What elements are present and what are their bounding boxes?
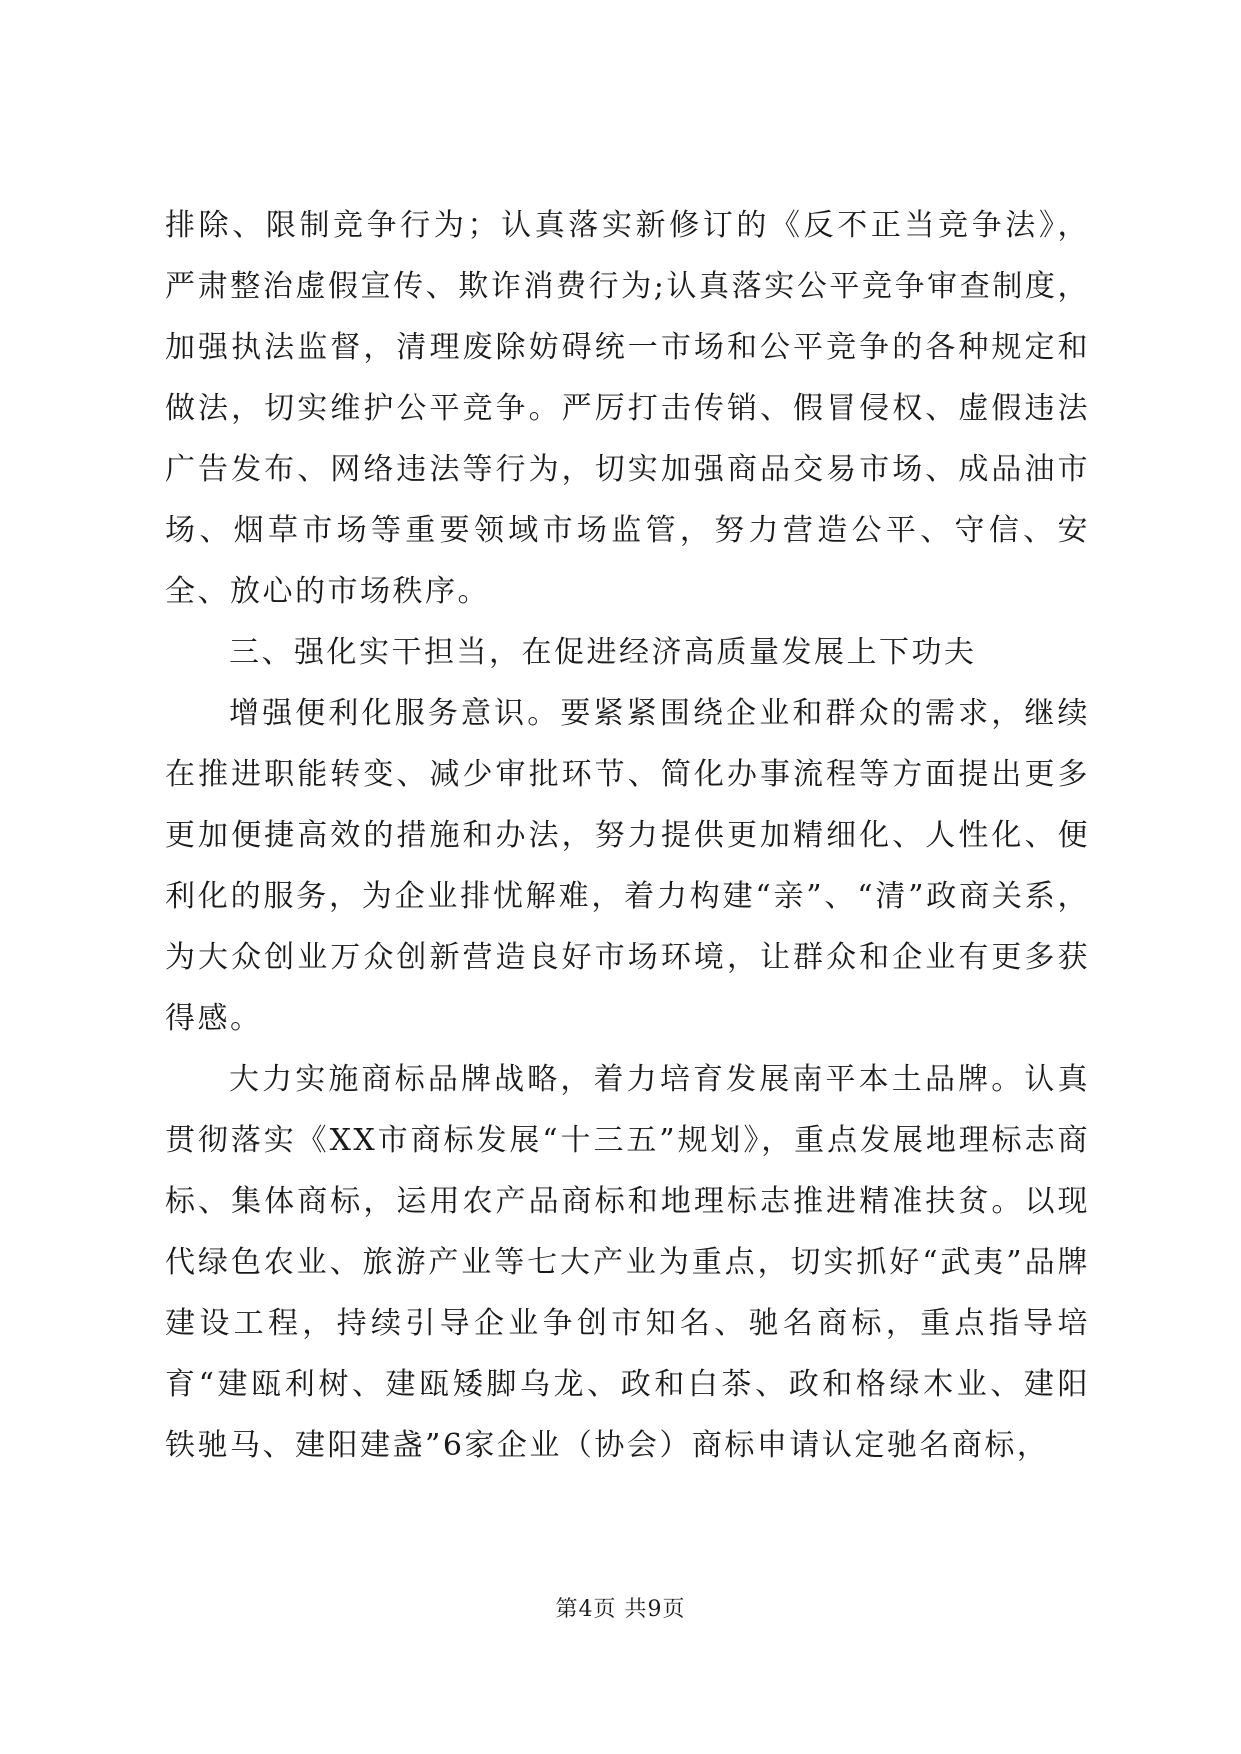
section-heading-3: 三、强化实干担当，在促进经济高质量发展上下功夫 xyxy=(229,635,977,670)
paragraph-market-order: 排除、限制竞争行为；认真落实新修订的《反不正当竞争法》，严肃整治虚假宣传、欺诈消费行为;认真落实公平竞争审查制度，加强执法监督，清理废除妨碍统一市场和公平竞争的各种规定和做法，切实维护公平竞争。严厉打击传销、假冒侵权、虚假违法广告发布、网络违法等行为，切实加强商品交易市场、成品油市场、烟草市场等重要领域市场监管，努力营造公平、守信、安全、放心的市场秩序。 xyxy=(165,208,1090,609)
paragraph-trademark-strategy: 大力实施商标品牌战略，着力培育发展南平本土品牌。认真贯彻落实《XX市商标发展“十三五”规划》，重点发展地理标志商标、集体商标，运用农产品商标和地理标志推进精准扶贫。以现代绿色农业、旅游产业等七大产业为重点，切实抓好“武夷”品牌建设工程，持续引导企业争创市知名、驰名商标，重点指导培育“建瓯利树、建瓯矮脚乌龙、政和白茶、政和格绿木业、建阳铁驰马、建阳建盏”6家企业（协会）商标申请认定驰名商标， xyxy=(165,1062,1090,1463)
paragraph-service-awareness: 增强便利化服务意识。要紧紧围绕企业和群众的需求，继续在推进职能转变、减少审批环节、简化办事流程等方面提出更多更加便捷高效的措施和办法，努力提供更加精细化、人性化、便利化的服务，为企业排忧解难，着力构建“亲”、“清”政商关系，为大众创业万众创新营造良好市场环境，让群众和企业有更多获得感。 xyxy=(165,696,1090,1036)
page-number-footer: 第4页 共9页 xyxy=(555,1597,686,1622)
document-body xyxy=(165,195,1090,1476)
